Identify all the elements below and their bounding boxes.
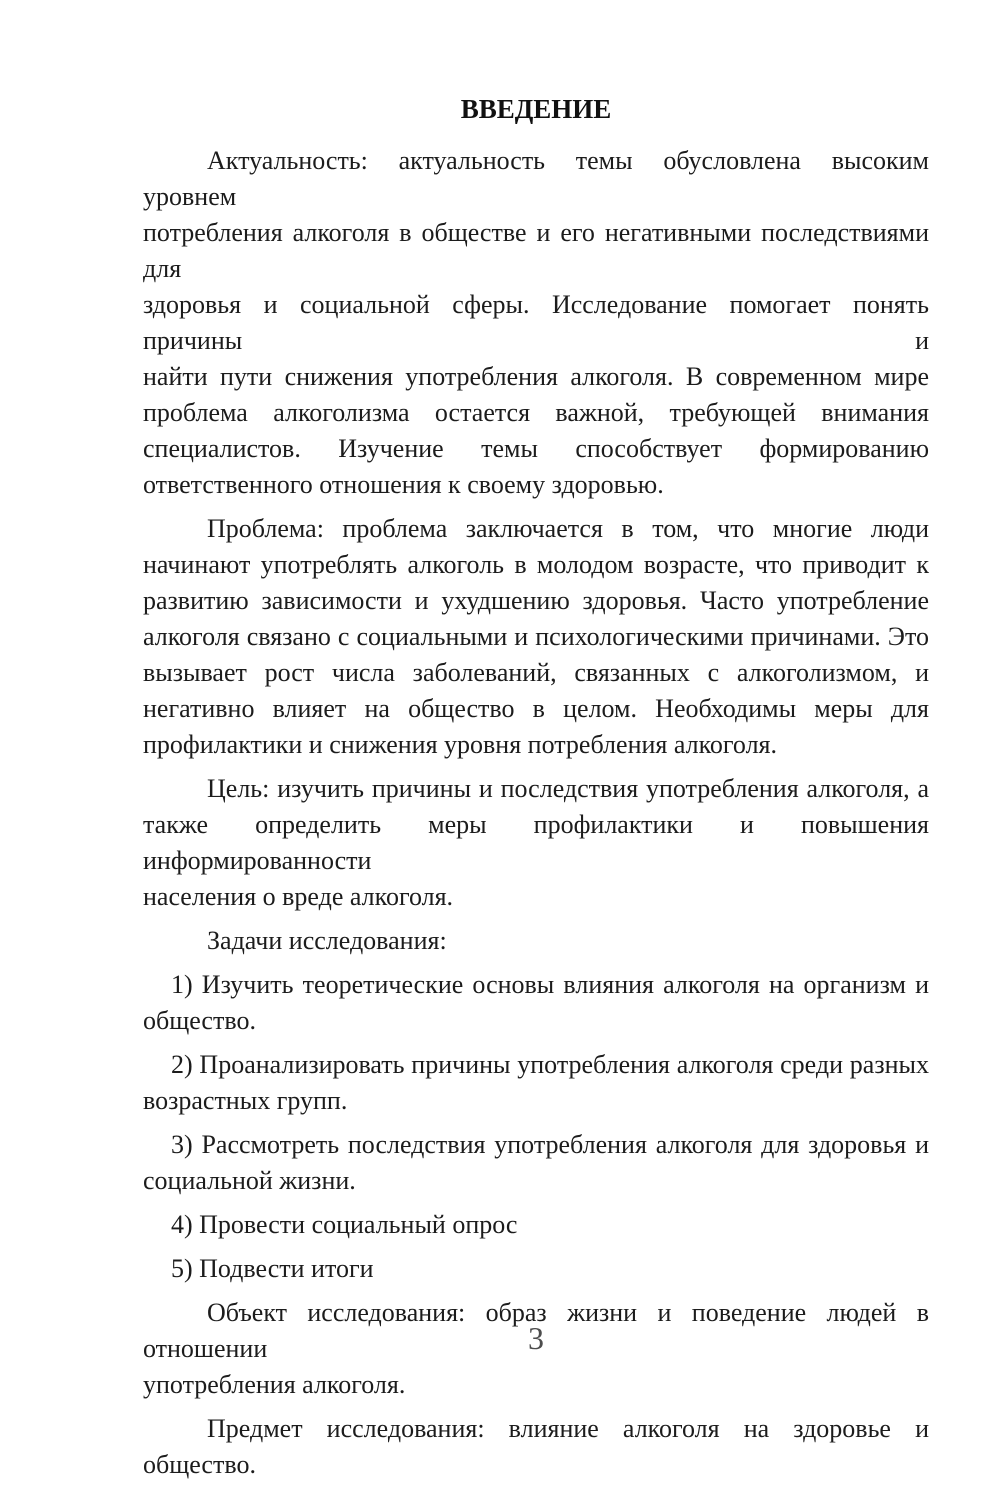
text-line: проблема алкоголизма остается важной, требующей внимания (143, 398, 929, 427)
text-line: 3) Рассмотреть последствия употребления алкоголя для здоровья и (171, 1130, 929, 1159)
text-line: начинают употреблять алкоголь в молодом возрасте, что приводит к (143, 550, 929, 579)
text-line: социальной жизни. (143, 1166, 356, 1195)
text-line: Проблема: проблема заключается в том, что многие люди (207, 514, 929, 543)
text-line: ответственного отношения к своему здоровью. (143, 470, 664, 499)
text-line: здоровья и социальной сферы. Исследование помогает понять причины и (143, 290, 929, 355)
page-title: ВВЕДЕНИЕ (460, 94, 612, 124)
text-line: профилактики и снижения уровня потребления алкоголя. (143, 730, 778, 759)
task-item-4 (143, 1207, 929, 1243)
text-line: населения о вреде алкоголя. (143, 882, 454, 911)
text-line: Задачи исследования: (207, 926, 447, 955)
text-line: возрастных групп. (143, 1086, 348, 1115)
text-line: 5) Подвести итоги (171, 1254, 374, 1283)
text-line: потребления алкоголя в обществе и его негативными последствиями для (143, 218, 929, 283)
paragraph-tsel (143, 771, 929, 915)
text-line: также определить меры профилактики и повышения информированности (143, 810, 929, 875)
text-line: 2) Проанализировать причины употребления алкоголя среди разных (171, 1050, 929, 1079)
text-line: общество. (143, 1006, 256, 1035)
task-item-1 (143, 967, 929, 1039)
task-item-2 (143, 1047, 929, 1119)
text-line: алкоголя связано с социальными и психологическими причинами. Это (143, 622, 929, 651)
task-item-5 (143, 1251, 929, 1287)
text-line: найти пути снижения употребления алкоголя. В современном мире (143, 362, 929, 391)
text-line: 1) Изучить теоретические основы влияния алкоголя на организм и (171, 970, 929, 999)
text-line: Актуальность: актуальность темы обусловлена высоким уровнем (143, 146, 929, 211)
paragraph-problema (143, 511, 929, 763)
text-line: специалистов. Изучение темы способствует формированию (143, 434, 929, 463)
text-line: Предмет исследования: влияние алкоголя на здоровье и общество. (143, 1414, 929, 1479)
text-line: развитию зависимости и ухудшению здоровья. Часто употребление (143, 586, 929, 615)
tasks-heading (143, 923, 929, 959)
task-item-3 (143, 1127, 929, 1199)
text-line: Цель: изучить причины и последствия употребления алкоголя, а (207, 774, 929, 803)
text-line: употребления алкоголя. (143, 1370, 406, 1399)
text-line: вызывает рост числа заболеваний, связанных с алкоголизмом, и (143, 658, 929, 687)
page-number: 3 (528, 1320, 544, 1356)
page-content (143, 91, 929, 1491)
text-line: Объект исследования: образ жизни и поведение людей в отношении (143, 1298, 929, 1363)
text-line: 4) Провести социальный опрос (171, 1210, 518, 1239)
text-line: негативно влияет на общество в целом. Необходимы меры для (143, 694, 929, 723)
paragraph-predmet (143, 1411, 929, 1483)
paragraph-aktualnost (143, 143, 929, 503)
